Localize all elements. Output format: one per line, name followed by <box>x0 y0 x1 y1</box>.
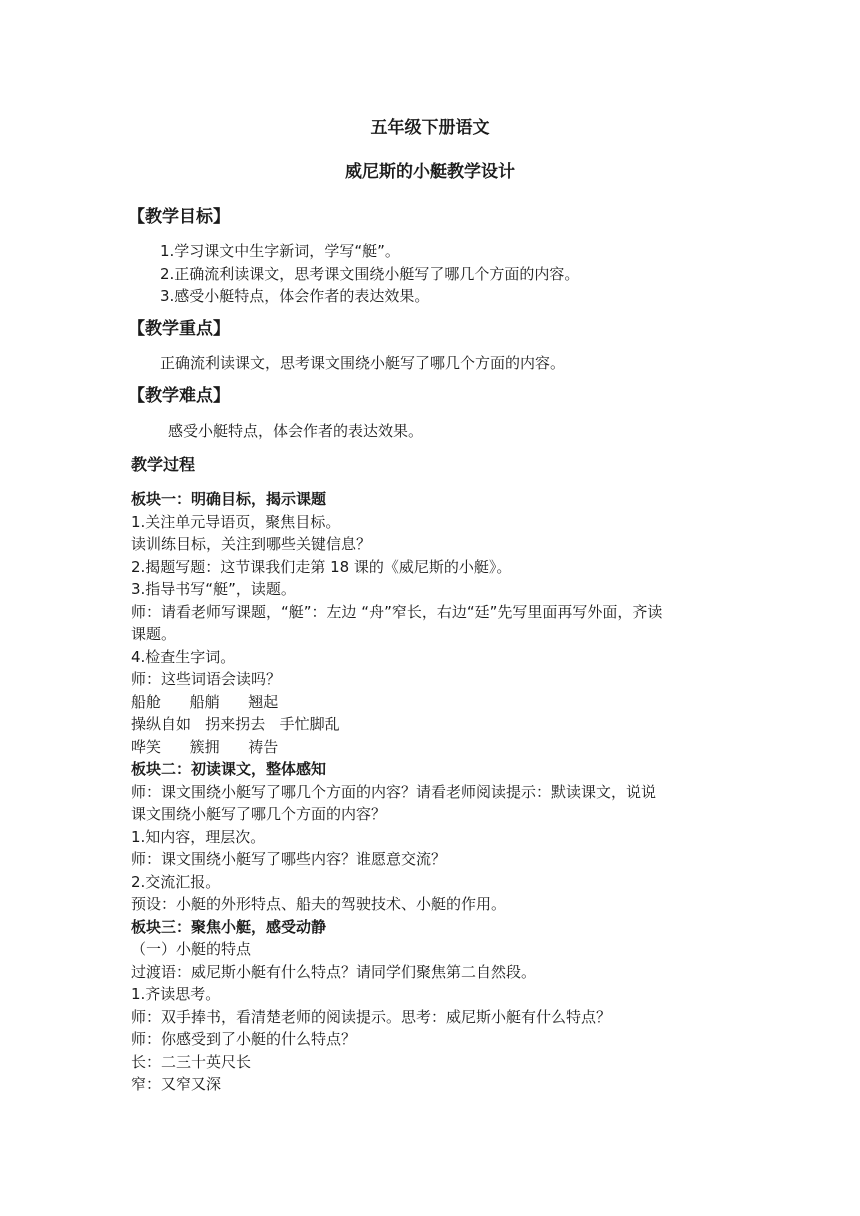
process-line: 哗笑 簇拥 祷告 <box>131 737 279 756</box>
document-subtitle: 威尼斯的小艇教学设计 <box>345 162 515 182</box>
process-line: 师：你感受到了小艇的什么特点？ <box>131 1030 357 1048</box>
process-line: 1.齐读思考。 <box>131 985 221 1003</box>
process-heading: 教学过程 <box>131 455 196 474</box>
process-line: 师：请看老师写课题，“艇”：左边 “舟”窄长，右边“廷”先写里面再写外面，齐读 <box>131 602 663 621</box>
section-heading: 板块一：明确目标，揭示课题 <box>131 490 327 508</box>
process-line: 师：双手捧书，看清楚老师的阅读提示。思考：威尼斯小艇有什么特点？ <box>131 1007 612 1026</box>
process-line: 船舱 船艄 翘起 <box>131 692 279 711</box>
key-points-text: 正确流利读课文，思考课文围绕小艇写了哪几个方面的内容。 <box>160 354 566 372</box>
process-line: 课文围绕小艇写了哪几个方面的内容？ <box>131 805 387 823</box>
process-line: 师：课文围绕小艇写了哪几个方面的内容？请看老师阅读提示：默读课文，说说 <box>131 782 657 801</box>
process-line: 窄：又窄又深 <box>131 1075 222 1093</box>
objective-item-3: 3.感受小艇特点，体会作者的表达效果。 <box>160 287 430 305</box>
process-line: 读训练目标，关注到哪些关键信息？ <box>131 535 372 553</box>
process-line: 过渡语：威尼斯小艇有什么特点？请同学们聚焦第二自然段。 <box>131 962 537 981</box>
process-line: 2.揭题写题：这节课我们走第 18 课的《威尼斯的小艇》。 <box>131 557 512 576</box>
process-line: 预设：小艇的外形特点、船夫的驾驶技术、小艇的作用。 <box>131 895 507 913</box>
objective-item-1: 1.学习课文中生字新词，学写“艇”。 <box>160 242 400 260</box>
section-heading: 板块三：聚焦小艇，感受动静 <box>131 917 327 936</box>
process-line: 1.知内容，理层次。 <box>131 827 266 846</box>
process-line: 1.关注单元导语页，聚焦目标。 <box>131 512 341 531</box>
process-line: （一）小艇的特点 <box>131 940 252 958</box>
process-line: 3.指导书写“艇”，读题。 <box>131 580 296 598</box>
process-line: 4.检查生字词。 <box>131 647 236 666</box>
process-line: 课题。 <box>131 625 177 643</box>
process-line: 长：二三十英尺长 <box>131 1052 252 1071</box>
process-line: 操纵自如 拐来拐去 手忙脚乱 <box>131 715 340 733</box>
difficulties-text: 感受小艇特点，体会作者的表达效果。 <box>168 422 424 440</box>
process-line: 2.交流汇报。 <box>131 872 221 891</box>
section-heading: 板块二：初读课文，整体感知 <box>131 760 327 778</box>
document-title: 五年级下册语文 <box>370 118 490 138</box>
process-line: 师：课文围绕小艇写了哪些内容？谁愿意交流？ <box>131 850 447 868</box>
key-points-heading: 【教学重点】 <box>128 319 230 339</box>
process-line: 师：这些词语会读吗？ <box>131 670 282 688</box>
objectives-heading: 【教学目标】 <box>128 207 230 227</box>
objective-item-2: 2.正确流利读课文，思考课文围绕小艇写了哪几个方面的内容。 <box>160 265 580 283</box>
difficulties-heading: 【教学难点】 <box>128 386 230 406</box>
process-content <box>131 488 741 1096</box>
